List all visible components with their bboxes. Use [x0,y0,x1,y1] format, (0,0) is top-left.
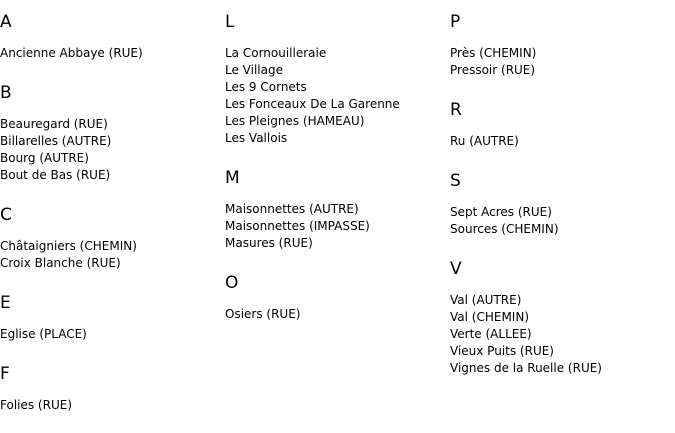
section-letter: M [225,168,240,188]
letter-group-p [450,12,675,79]
street-item: Sept Acres (RUE) [450,205,552,219]
street-list [0,238,225,272]
street-item: Val (AUTRE) [450,293,522,307]
street-item: Châtaigniers (CHEMIN) [0,239,137,253]
section-letter: E [0,293,11,313]
section-letter: P [450,12,461,32]
street-list [0,326,225,343]
street-list [450,292,675,377]
street-item: Beauregard (RUE) [0,117,108,131]
street-index-column-2 [225,0,450,323]
street-item: Sources (CHEMIN) [450,222,559,236]
street-index-column-1 [0,0,225,414]
section-letter: O [225,273,239,293]
street-item: Vieux Puits (RUE) [450,344,554,358]
street-item: Billarelles (AUTRE) [0,134,112,148]
street-list [225,201,450,252]
section-letter: L [225,12,235,32]
section-letter: V [450,259,462,279]
street-item: Les Vallois [225,131,288,145]
street-item: Bourg (AUTRE) [0,151,89,165]
section-letter: B [0,83,12,103]
street-item: Les Fonceaux De La Garenne [225,97,400,111]
street-index-column-3 [450,0,675,377]
street-item: Osiers (RUE) [225,307,301,321]
street-list [0,397,225,414]
street-item: Pressoir (RUE) [450,63,536,77]
letter-group-m [225,168,450,252]
street-item: Croix Blanche (RUE) [0,256,121,270]
street-item: Verte (ALLEE) [450,327,532,341]
letter-group-c [0,205,225,272]
street-item: Bout de Bas (RUE) [0,168,111,182]
street-list [450,45,675,79]
street-item: Près (CHEMIN) [450,46,537,60]
letter-group-b [0,83,225,184]
street-item: Val (CHEMIN) [450,310,529,324]
section-letter: S [450,171,461,191]
letter-group-f [0,364,225,414]
street-item: Maisonnettes (IMPASSE) [225,219,370,233]
section-letter: F [0,364,10,384]
street-list [0,45,225,62]
letter-group-a [0,12,225,62]
section-letter: R [450,100,462,120]
street-item: Les Pleignes (HAMEAU) [225,114,365,128]
street-item: Vignes de la Ruelle (RUE) [450,361,602,375]
letter-group-o [225,273,450,323]
street-item: Ru (AUTRE) [450,134,519,148]
letter-group-e [0,293,225,343]
letter-group-l [225,12,450,147]
street-item: Maisonnettes (AUTRE) [225,202,359,216]
section-letter: A [0,12,12,32]
street-item: Le Village [225,63,283,77]
street-list [450,204,675,238]
street-item: Eglise (PLACE) [0,327,87,341]
street-item: Folies (RUE) [0,398,72,412]
street-item: Masures (RUE) [225,236,313,250]
letter-group-s [450,171,675,238]
letter-group-v [450,259,675,377]
street-list [0,116,225,184]
street-item: La Cornouilleraie [225,46,327,60]
street-list [450,133,675,150]
street-list [225,306,450,323]
street-item: Les 9 Cornets [225,80,307,94]
letter-group-r [450,100,675,150]
street-item: Ancienne Abbaye (RUE) [0,46,143,60]
street-list [225,45,450,147]
section-letter: C [0,205,12,225]
